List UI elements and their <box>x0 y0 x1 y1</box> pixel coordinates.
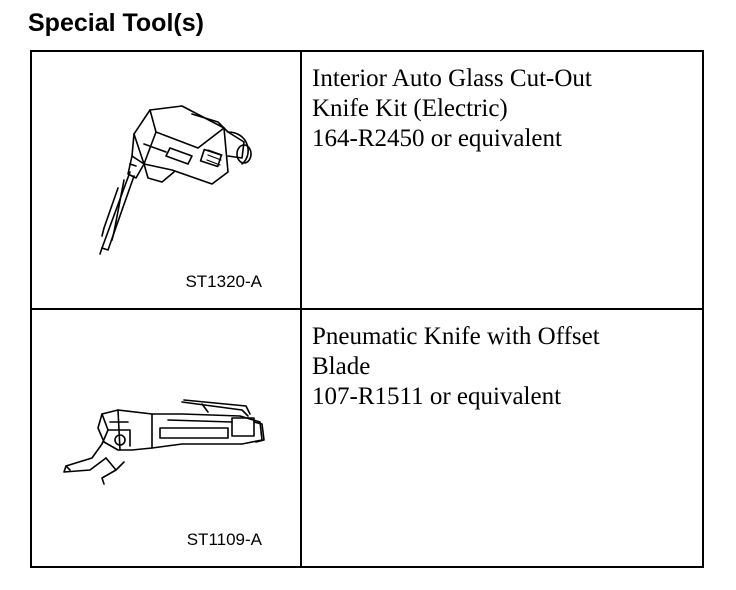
tool-illustration-cell <box>31 309 301 567</box>
tool-row <box>31 51 703 309</box>
tool-name-line: Pneumatic Knife with Offset <box>312 323 600 350</box>
tool-name-line: Blade <box>312 353 371 380</box>
special-tools-table <box>30 50 704 568</box>
tool-part-number: 164-R2450 or equivalent <box>312 125 562 152</box>
figure-code: ST1320-A <box>185 272 262 291</box>
tool-illustration-cell <box>31 51 301 309</box>
figure-code: ST1109-A <box>186 530 262 549</box>
page-title: Special Tool(s) <box>28 9 204 37</box>
pneumatic-offset-knife-icon <box>32 310 298 566</box>
electric-cut-out-knife-icon <box>32 52 298 308</box>
tool-description-cell <box>301 51 703 309</box>
tool-description-cell <box>301 309 703 567</box>
tool-name-line: Interior Auto Glass Cut-Out <box>312 65 592 92</box>
tool-part-number: 107-R1511 or equivalent <box>312 383 562 410</box>
tool-row <box>31 309 703 567</box>
tool-name-line: Knife Kit (Electric) <box>312 95 508 122</box>
